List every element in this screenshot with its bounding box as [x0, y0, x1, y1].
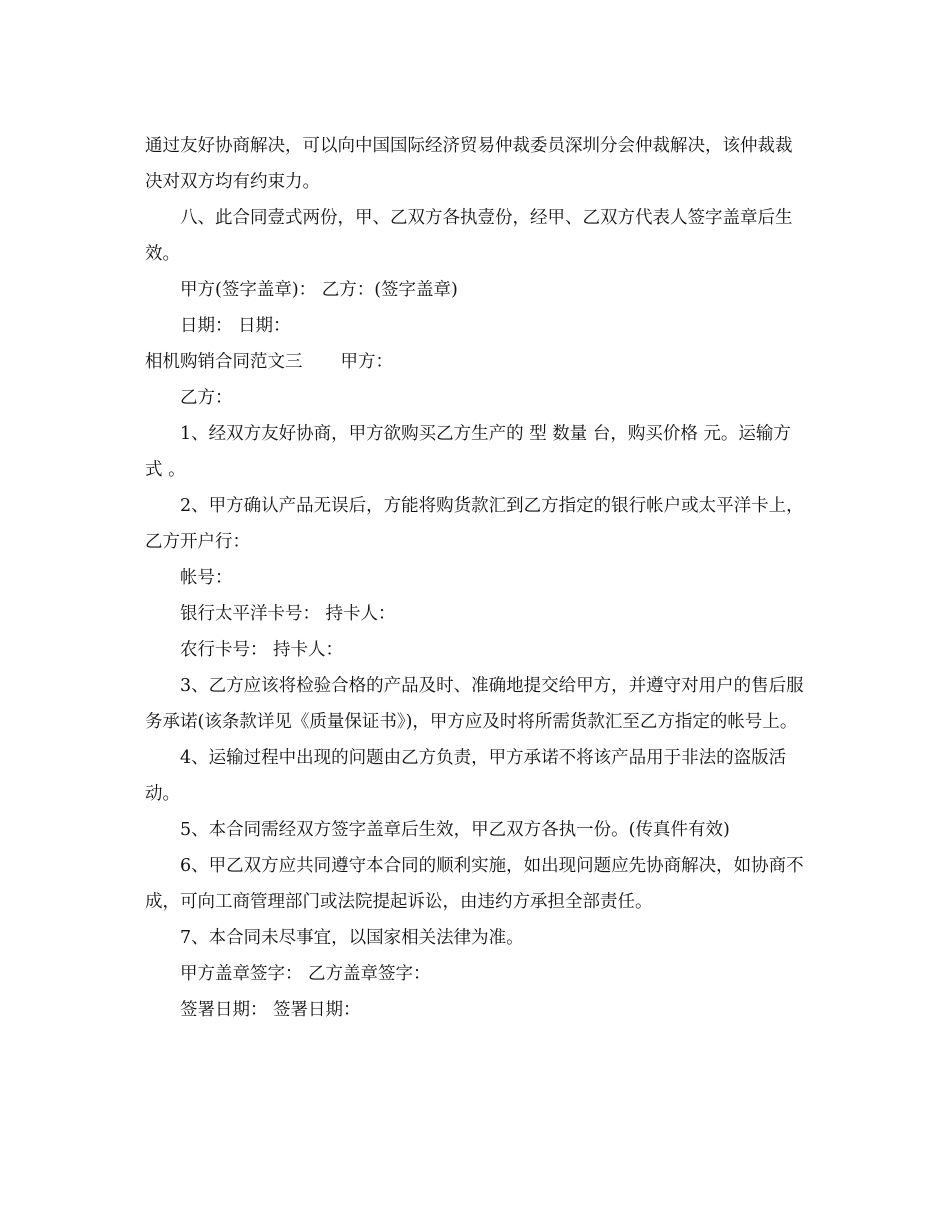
document-body [145, 128, 805, 1028]
signing-date-line: 签署日期： 签署日期： [180, 1000, 361, 1020]
clause-5: 5、本合同需经双方签字盖章后生效，甲乙双方各执一份。(传真件有效) [180, 820, 730, 840]
party-b-label: 乙方： [180, 388, 233, 408]
contract-title: 相机购销合同范文三 [145, 352, 303, 372]
clause-7: 7、本合同未尽事宜，以国家相关法律为准。 [180, 928, 524, 948]
clause-3: 3、乙方应该将检验合格的产品及时、准确地提交给甲方，并遵守对用户的售后服务承诺(该条款详见《质量保证书》)，甲方应及时将所需货款汇至乙方指定的帐号上。 [145, 676, 804, 732]
clause-6: 6、甲乙双方应共同遵守本合同的顺利实施，如出现问题应先协商解决，如协商不成，可向工商管理部门或法院提起诉讼，由违约方承担全部责任。 [145, 856, 804, 912]
pacific-card-line: 银行太平洋卡号： 持卡人： [180, 604, 396, 624]
signature-line-parties: 甲方(签字盖章)： 乙方：(签字盖章) [180, 280, 458, 300]
date-line: 日期： 日期： [180, 316, 291, 336]
paragraph-clause-eight: 八、此合同壹式两份，甲、乙双方各执壹份，经甲、乙双方代表人签字盖章后生效。 [145, 208, 793, 264]
clause-4: 4、运输过程中出现的问题由乙方负责，甲方承诺不将该产品用于非法的盗版活动。 [145, 748, 787, 804]
seal-signature-line: 甲方盖章签字： 乙方盖章签字： [180, 964, 431, 984]
paragraph-arbitration-continued: 通过友好协商解决，可以向中国国际经济贸易仲裁委员深圳分会仲裁解决，该仲裁裁决对双方均有约束力。 [145, 136, 793, 192]
account-number-line: 帐号： [180, 568, 233, 588]
abc-card-line: 农行卡号： 持卡人： [180, 640, 344, 660]
contract-title-line [145, 344, 805, 380]
clause-1: 1、经双方友好协商，甲方欲购买乙方生产的 型 数量 台，购买价格 元。运输方式 。 [145, 424, 791, 480]
party-a-label: 甲方： [340, 352, 393, 372]
clause-2: 2、甲方确认产品无误后，方能将购货款汇到乙方指定的银行帐户或太平洋卡上，乙方开户行： [145, 496, 804, 552]
